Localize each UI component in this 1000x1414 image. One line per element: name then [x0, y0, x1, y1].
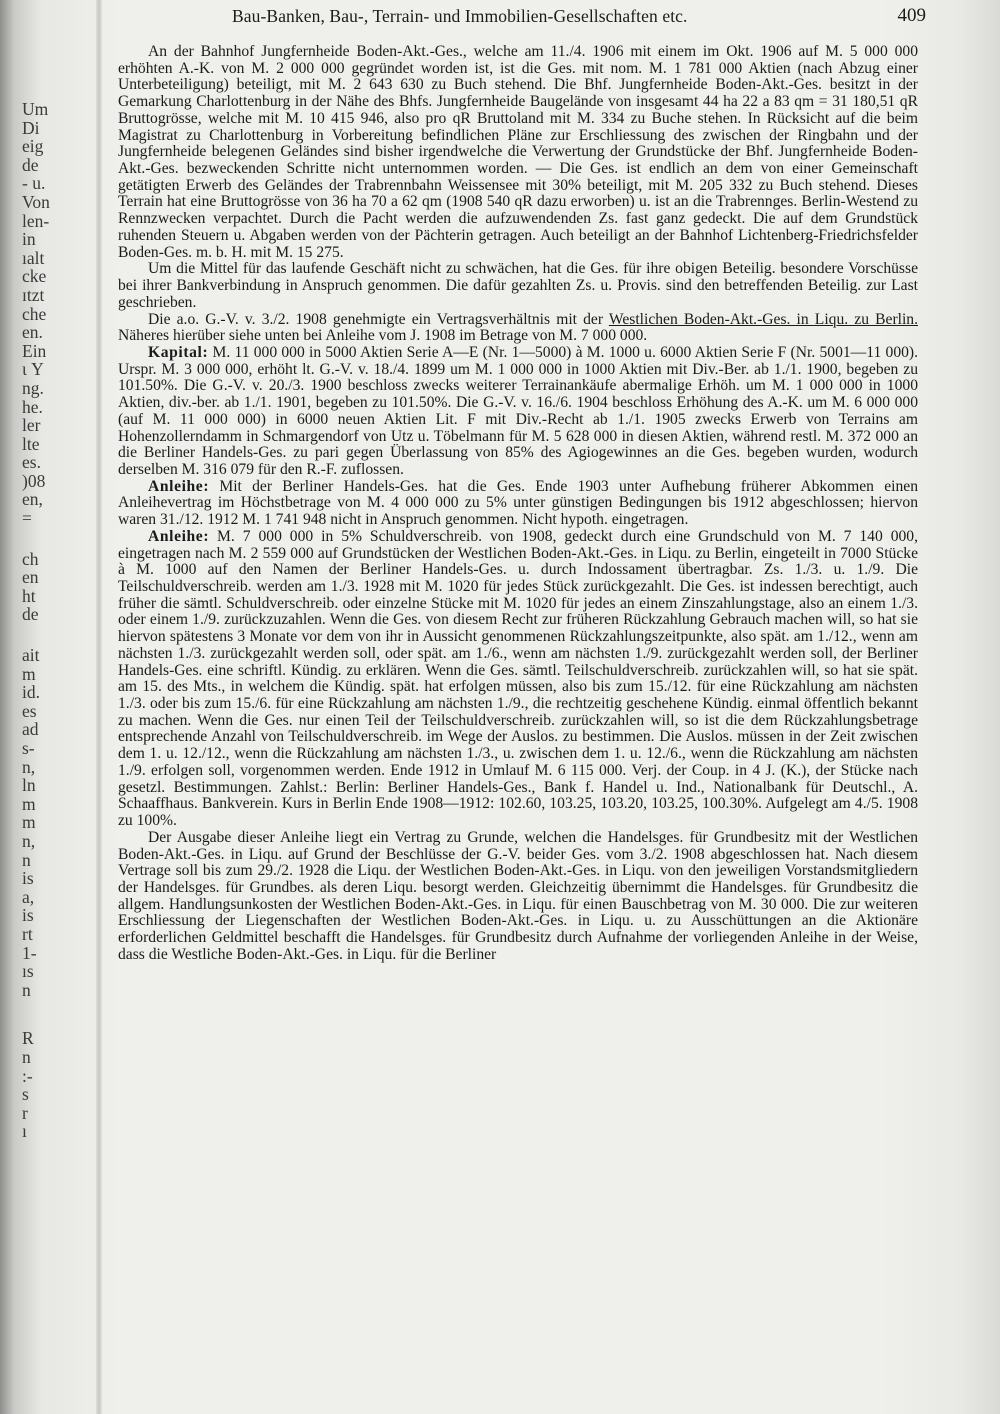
main-text-column [118, 44, 918, 964]
margin-fragment: in [22, 229, 36, 250]
running-header-title: Bau-Banken, Bau-, Terrain- und Immobilien-Gesellschaften etc. [232, 6, 688, 26]
margin-fragment: ıalt [22, 247, 45, 268]
margin-fragment: is [22, 868, 34, 889]
margin-fragment: n [22, 979, 31, 1000]
margin-fragment: ıs [22, 961, 34, 982]
margin-fragment: rt [22, 923, 33, 944]
margin-fragment: Ein [22, 340, 47, 361]
running-header [118, 6, 926, 32]
margin-fragment: es. [22, 452, 41, 473]
margin-fragment: s [22, 1084, 29, 1105]
margin-fragment: ı [22, 1121, 27, 1141]
margin-fragment: n [22, 849, 31, 870]
margin-fragment: ler [22, 415, 41, 436]
margin-fragment: n, [22, 756, 36, 777]
paragraph-ausgabe: Der Ausgabe dieser Anleihe liegt ein Vertrag zu Grunde, welchen die Handelsges. für Grundbesitz mit der Westlichen Boden-Akt.-Ges. in Liqu. auf Grund der Beschlüsse der G.-V. beider Ges. vom 3./2. 1908 abgeschlossen hat. Nach diesem Vertrage soll bis zum 29./2. 1928 die Liqu. der Westlichen Boden-Akt.-Ges. in Liqu. von den jeweiligen Vorstandsmitgliedern der Handelsges. für Grundbes. als deren Liqu. besorgt werden. Gleichzeitig übernimmt die Handelsges. für Grundbesitz die allgem. Handlungsunkosten der Westlichen Boden-Akt.-Ges. in Liqu. für einen Bauschbetrag von M. 30 000. Die zur weiteren Erschliessung der Liegenschaften der Westlichen Boden-Akt.-Ges. in Liqu. u. zu Ausschüttungen an die Aktionäre erforderlichen Geldmittel beschafft die Handelsges. für Grundbesitz durch Aufnahme der vorliegenden Anleihe in der Weise, dass die Westliche Boden-Akt.-Ges. in Liqu. für die Berliner [118, 828, 918, 963]
paragraph-mittel: Um die Mittel für das laufende Geschäft nicht zu schwächen, hat die Ges. für ihre obigen Beteilig. besondere Vorschüsse bei ihrer Bankverbindung in Anspruch genommen. Die dafür gezahlten Zs. u. Provis. sind den betreffenden Beteilig. zur Last geschrieben. [118, 260, 918, 311]
margin-fragment: R [22, 1028, 34, 1049]
paragraph-westliche-boden-before: Die a.o. G.-V. v. 3./2. 1908 genehmigte ein Vertragsverhältnis mit der [148, 310, 609, 328]
margin-fragment: ng. [22, 377, 44, 398]
margin-fragment: - u. [22, 173, 46, 194]
paragraph-westliche-boden [118, 312, 918, 345]
margin-fragment: m [22, 663, 36, 684]
margin-fragment: n, [22, 830, 36, 851]
margin-gap [22, 624, 78, 646]
margin-fragment: Um [22, 100, 49, 119]
margin-fragment: = [22, 508, 32, 529]
margin-fragment: m [22, 793, 36, 814]
margin-fragment: len- [22, 210, 50, 231]
margin-fragment: :- [22, 1065, 33, 1086]
margin-fragment: de [22, 154, 39, 175]
kapital-label: Kapital: [148, 343, 209, 361]
margin-fragment: es [22, 700, 37, 721]
paragraph-jungfernheide: An der Bahnhof Jungfernheide Boden-Akt.-Ges., welche am 11./4. 1906 mit einem im Okt. 1906 auf M. 5 000 000 erhöhten A.-K. von M. 2 000 000 gegründet worden ist, ist die Ges. mit nom. M. 1 781 000 Aktien (nach Abzug einer Unterbeteiligung) beteiligt, mit M. 2 643 630 zu Buch stehend. Die Bhf. Jungfernheide Boden-Akt.-Ges. besitzt in der Gemarkung Charlottenburg in der Nähe des Bhfs. Jungfernheide Baugelände von insgesamt 44 ha 22 a 83 qm = 31 180,51 qR Bruttogrösse, welche mit M. 10 415 946, also pro qR Bruttoland mit M. 334 zu Buche stehen. In Rücksicht auf die beim Magistrat zu Charlottenburg in Vorbereitung befindlichen Pläne zur Erschliessung des zwischen der Ringbahn und der Jungfernheide belegenen Geländes sind bisher irgendwelche die Verwertung der Grundstücke der Bhf. Jungfernheide Boden-Akt.-Ges. bezweckenden Schritte nicht unternommen worden. — Die Ges. ist endlich an dem von einer Gemeinschaft getätigten Erwerb des Geländes der Trabrennbahn Weissensee mit 30% beteiligt, mit M. 205 332 zu Buch stehend. Dieses Terrain hat eine Bruttogrösse von 36 ha 70 a 62 qm (1908 540 qR dazu erworben) u. ist an die Trabrennges. Berlin-Westend zu Rennzwecken verpachtet. Durch die Pacht werden die aufzuwendenden Zs. fast ganz gedeckt. Die auf dem Grundstück ruhenden Steuern u. Abgaben werden von der Pächterin getragen. Auch beteiligt an der Bahnhof Lichtenberg-Friedrichsfelder Boden-Ges. m. b. H. mit M. 15 275. [118, 43, 918, 261]
margin-fragment: en [22, 567, 39, 588]
margin-fragment: id. [22, 682, 40, 703]
margin-fragment: ad [22, 719, 39, 740]
margin-fragment: lte [22, 433, 40, 454]
margin-fragment: )08 [22, 470, 46, 491]
paragraph-anleihe-1903 [118, 479, 918, 529]
margin-fragment: he. [22, 396, 43, 417]
anleihe-label-1: Anleihe: [148, 477, 210, 495]
paragraph-westliche-boden-after: Näheres hierüber siehe unten bei Anleihe vom J. 1908 im Betrage von M. 7 000 000. [118, 327, 648, 345]
margin-fragment: ln [22, 775, 36, 796]
anleihe-label-2: Anleihe: [148, 527, 210, 545]
anleihe-1903-text: Mit der Berliner Handels-Ges. hat die Ges. Ende 1903 unter Aufhebung früherer Abkommen einen Anleihevertrag im Höchstbetrage von M. 4 000 000 zu 5% unter günstigen Bedingungen bis 1912 abgeschlossen; hiervon waren 31./12. 1912 M. 1 741 948 nicht in Anspruch genommen. Nicht hypoth. eingetragen. [118, 477, 918, 529]
margin-fragment: m [22, 812, 36, 833]
paragraph-anleihe-1908 [118, 529, 918, 830]
previous-page-margin-fragments [22, 100, 78, 1141]
margin-fragment: ht [22, 585, 36, 606]
margin-gap [22, 999, 78, 1029]
margin-fragment: Di [22, 117, 40, 138]
margin-fragment: 1- [22, 942, 37, 963]
margin-fragment: ch [22, 548, 39, 569]
page-number: 409 [897, 5, 926, 26]
margin-fragment: ι Y [22, 359, 44, 380]
paragraph-kapital [118, 345, 918, 479]
margin-fragment: r [22, 1102, 28, 1123]
margin-fragment: cke [22, 266, 47, 287]
margin-fragment: n [22, 1046, 31, 1067]
margin-fragment: ait [22, 645, 40, 666]
margin-fragment: en, [22, 489, 43, 510]
margin-fragment: s- [22, 738, 35, 758]
margin-fragment: eig [22, 136, 44, 157]
margin-fragment: de [22, 604, 39, 625]
page-fold-shadow [96, 0, 102, 1414]
margin-fragment: che [22, 303, 47, 324]
westliche-boden-underlined: Westlichen Boden-Akt.-Ges. in Liqu. zu Berlin. [608, 310, 918, 328]
margin-fragment: a, [22, 886, 35, 907]
margin-fragment: Von [22, 191, 50, 212]
margin-fragment: en. [22, 322, 43, 343]
kapital-text: M. 11 000 000 in 5000 Aktien Serie A—E (Nr. 1—5000) à M. 1000 u. 6000 Aktien Serie F (Nr. 5001—11 000). Urspr. M. 3 000 000, erhöht lt. G.-V. v. 18./4. 1899 um M. 1 000 000 in 1000 Aktien mit Div.-Ber. ab 1./1. 1900, begeben zu 101.50%. Die G.-V. v. 20./3. 1900 beschloss zwecks weiterer Terrainankäufe abermalige Erhöh. um M. 1 000 000 in 1000 Aktien, div.-ber. ab 1./1. 1901, begeben zu 101.50%. Die G.-V. v. 16./6. 1904 beschloss Erhöhung des A.-K. um M. 6 000 000 (auf M. 11 000 000) in 6000 neuen Aktien Lit. F mit Div.-Recht ab 1./1. 1905 zwecks Erwerb von Terrains am Hohenzollerndamm in Schmargendorf von Utz u. Töbelmann für M. 5 628 000 in diesen Aktien, während restl. M. 372 000 an die Berliner Handels-Ges. zu pari gegen Überlassung von 85% des Agiogewinnes an die Ges. begeben wurden, wodurch derselben M. 316 079 für den R.-F. zuflossen. [118, 343, 918, 478]
margin-fragment: is [22, 905, 34, 926]
margin-gap [22, 528, 78, 550]
anleihe-1908-text: M. 7 000 000 in 5% Schuldverschreib. von 1908, gedeckt durch eine Grundschuld von M. 7 140 000, eingetragen nach M. 2 559 000 auf Grundstücken der Westlichen Boden-Akt.-Ges. in Liqu. zu Berlin, eingeteilt in 7000 Stücke à M. 1000 auf den Namen der Berliner Handels-Ges. u. durch Indossament übertragbar. Zs. 1./3. u. 1./9. Die Teilschuldverschreib. werden am 1./3. 1928 mit M. 1020 für jedes Stück zurückgezahlt. Die Ges. ist indessen berechtigt, auch früher die sämtl. Schuldverschreib. oder einzelne Stücke mit M. 1020 für jedes an einem Zinszahlungstage, also an einem 1./3. oder einem 1./9. zurückzuzahlen. Wenn die Ges. von diesem Recht zur früheren Rückzahlung Gebrauch machen will, so hat sie hiervon spätestens 3 Monate vor dem von ihr in Aussicht genommenen Rückzahlungszeitpunkte, also spät. am 1./12., wenn am nächsten 1./3. zurückgezahlt werden soll, oder spät. am 1./6., wenn am nächsten 1./9. zurückgezahlt werden soll, der Berliner Handels-Ges. eine schriftl. Kündig. zu erklären. Wenn die Ges. sämtl. Teilschuldverschreib. zurückzahlen will, so hat sie spät. am 15. des Mts., in welchem die Kündig. spät. hat erfolgen müssen, also bis zum 15./12. für eine Rückzahlung am nächsten 1./3. oder bis zum 15./6. für eine Rückzahlung am nächsten 1./9., die rechtzeitig geschehene Kündig. einmal öffentlich bekannt zu machen. Wenn die Ges. nur einen Teil der Teilschuldverschreib. zurückzahlen will, so ist die dem Rückzahlungsbetrage entsprechende Anzahl von Teilschuldverschreib. im Wege der Auslos. zu bestimmen. Die Auslos. müssen in der Zeit zwischen dem 1. u. 12./12., wenn die Rückzahlung am nächsten 1./3., u. zwischen dem 1. u. 12./6., wenn die Rückzahlung am nächsten 1./9. erfolgen soll, vorgenommen werden. Ende 1912 in Umlauf M. 6 115 000. Verj. der Coup. in 4 J. (K.), der Stücke nach gesetzl. Bestimmungen. Zahlst.: Berlin: Berliner Handels-Ges., Bank f. Handel u. Ind., Nationalbank für Deutschl., A. Schaaffhaus. Bankverein. Kurs in Berlin Ende 1908—1912: 102.60, 103.25, 103.20, 103.25, 100.30%. Aufgelegt am 4./5. 1908 zu 100%. [118, 527, 918, 830]
margin-fragment: ɪtzt [22, 284, 45, 305]
